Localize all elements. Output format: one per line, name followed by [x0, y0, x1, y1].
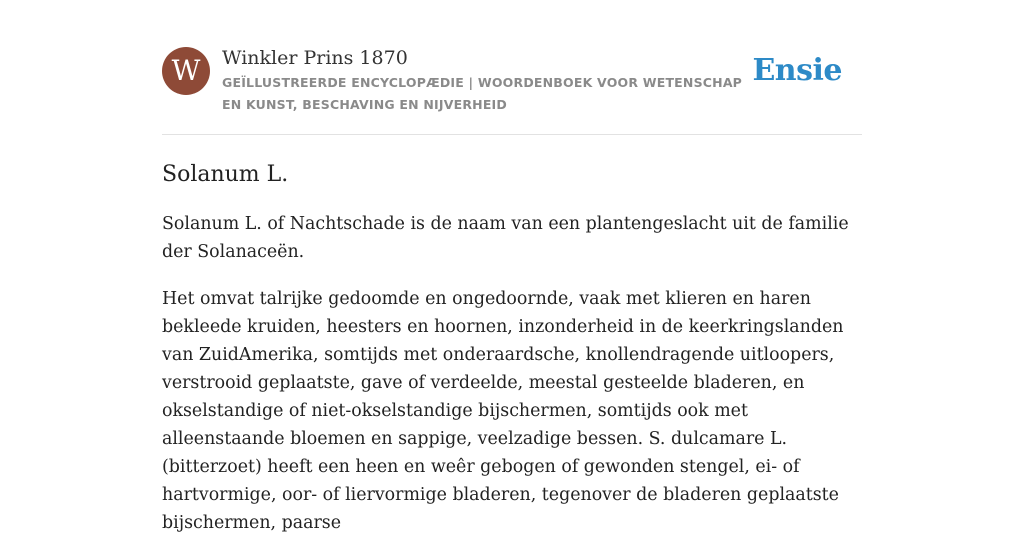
source-subtitle: GEÏLLUSTREERDE ENCYCLOPÆDIE | WOORDENBOEK VOOR WETENSCHAP EN KUNST, BESCHAVING EN NIJVERHEID [222, 75, 743, 112]
entry-paragraph: Solanum L. of Nachtschade is de naam van een plantengeslacht uit de familie der Solanaceën. [162, 214, 849, 262]
ensie-logo-link[interactable]: Ensie [752, 53, 842, 88]
source-title[interactable]: Winkler Prins 1870 [222, 47, 408, 69]
entry-paragraph: Het omvat talrijke gedoomde en ongedoornde, vaak met klieren en haren bekleede kruiden, heesters en hoornen, inzonderheid in de keerkringslanden van ZuidAmerika, somtijds met onderaardsche, knollendragende uitloopers, verstrooid geplaatste, gave of verdeelde, meestal gesteelde bladeren, en okselstandige of niet-okselstandige bijschermen, somtijds ook met alleenstaande bloemen en sappige, veelzadige bessen. S. dulcamare L. (bitterzoet) heeft een heen en weêr gebogen of gewonden stengel, ei- of hartvormige, oor- of liervormige bladeren, tegenover de bladeren geplaatste bijschermen, paarse [162, 289, 844, 533]
source-header [162, 43, 862, 135]
entry-content [162, 156, 867, 556]
entry-title: Solanum L. [162, 162, 289, 187]
source-avatar[interactable]: W [162, 47, 210, 95]
